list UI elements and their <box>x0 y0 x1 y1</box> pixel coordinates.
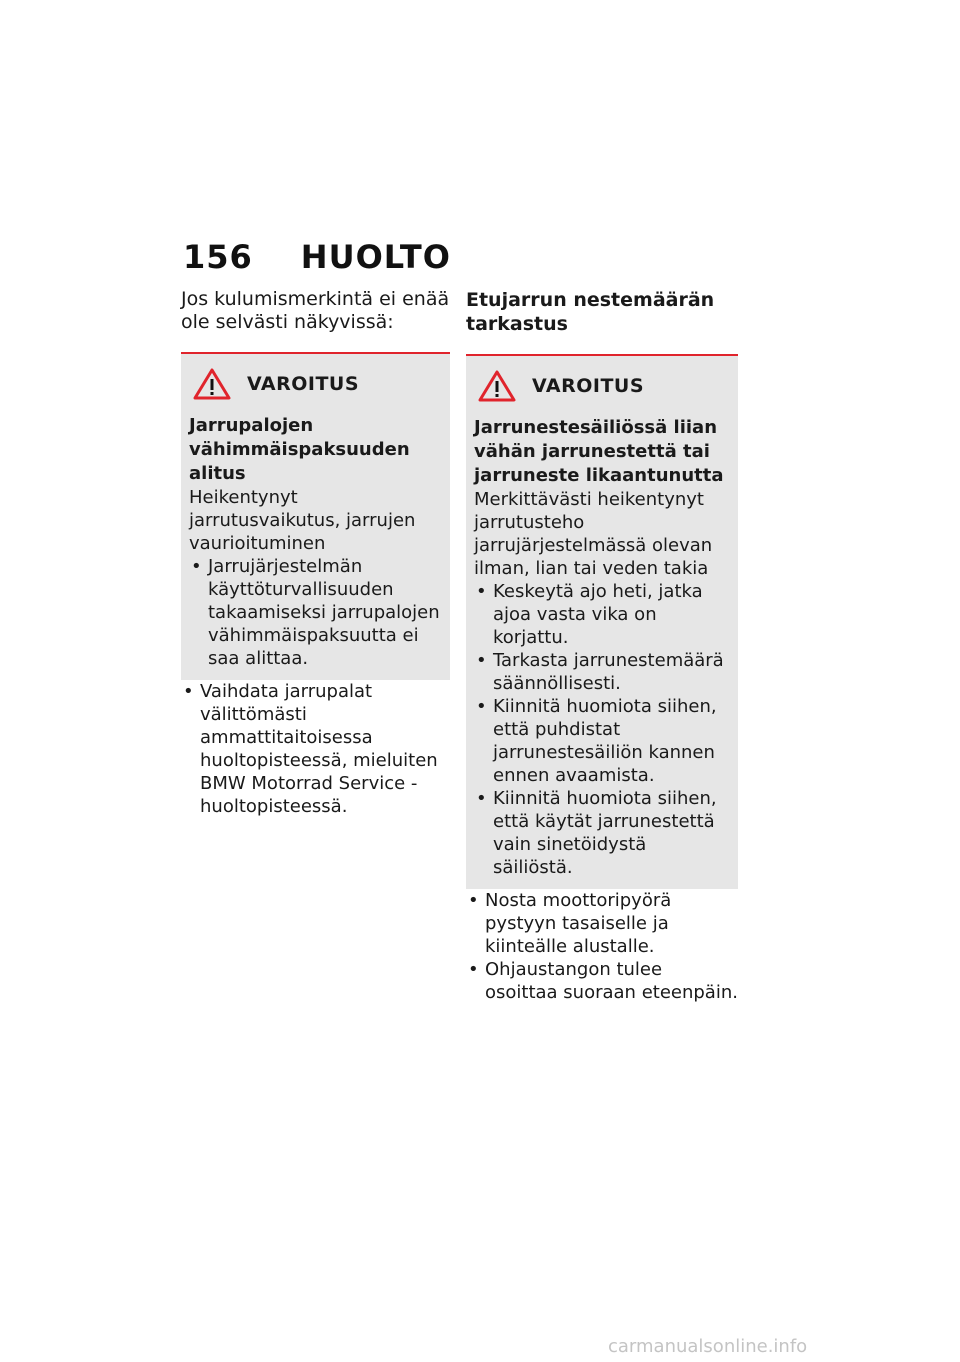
watermark: carmanualsonline.info <box>608 1336 808 1357</box>
warning-title: Jarrupalojen vähimmäispaksuuden alitus <box>189 415 410 484</box>
warning-text: Heikentynyt jarrutusvaikutus, jarrujen vaurioituminen <box>189 487 416 554</box>
warning-triangle-icon <box>193 368 231 400</box>
list-item: • Nosta moottoripyörä pystyyn tasaiselle ja kiinteälle alustalle. <box>466 889 738 958</box>
list-item: • Keskeytä ajo heti, jatka ajoa vasta vika on korjattu. <box>474 580 728 649</box>
list-item: • Kiinnitä huomiota siihen, että käytät jarrunestettä vain sinetöidystä säiliöstä. <box>474 787 728 879</box>
page-number: 156 <box>183 238 253 276</box>
instruction-list <box>466 889 738 1004</box>
warning-label: VAROITUS <box>247 373 360 395</box>
list-item: • Jarrujärjestelmän käyttöturvallisuuden takaamiseksi jarrupalojen vähimmäispaksuutta ei saa alittaa. <box>189 555 440 670</box>
warning-header <box>474 370 728 402</box>
right-column <box>466 288 738 1004</box>
list-item: • Ohjaustangon tulee osoittaa suoraan eteenpäin. <box>466 958 738 1004</box>
list-item: • Tarkasta jarrunestemäärä säännöllisesti. <box>474 649 728 695</box>
list-item: • Kiinnitä huomiota siihen, että puhdistat jarrunestesäiliön kannen ennen avaamista. <box>474 695 728 787</box>
warning-triangle-icon <box>478 370 516 402</box>
warning-box <box>466 354 738 889</box>
warning-box <box>181 352 450 680</box>
warning-bullet-list <box>474 580 728 879</box>
warning-text: Merkittävästi heikentynyt jarrutusteho jarrujärjestelmässä olevan ilman, lian tai veden takia <box>474 489 713 579</box>
left-column <box>181 288 450 818</box>
warning-title: Jarrunestesäiliössä liian vähän jarrunestettä tai jarruneste likaantunutta <box>474 417 724 486</box>
section-title: Etujarrun nestemäärän tarkastus <box>466 289 715 335</box>
instruction-list <box>181 680 450 818</box>
list-item: • Vaihdata jarrupalat välittömästi ammattitaitoisessa huoltopisteessä, mieluiten BMW Motorrad Service -huoltopisteessä. <box>181 680 450 818</box>
warning-label: VAROITUS <box>532 375 645 397</box>
warning-bullet-list <box>189 555 440 670</box>
page-title: HUOLTO <box>300 238 451 276</box>
warning-header <box>189 368 440 400</box>
page-header <box>183 238 451 276</box>
intro-text: Jos kulumismerkintä ei enää ole selvästi näkyvissä: <box>181 288 450 333</box>
